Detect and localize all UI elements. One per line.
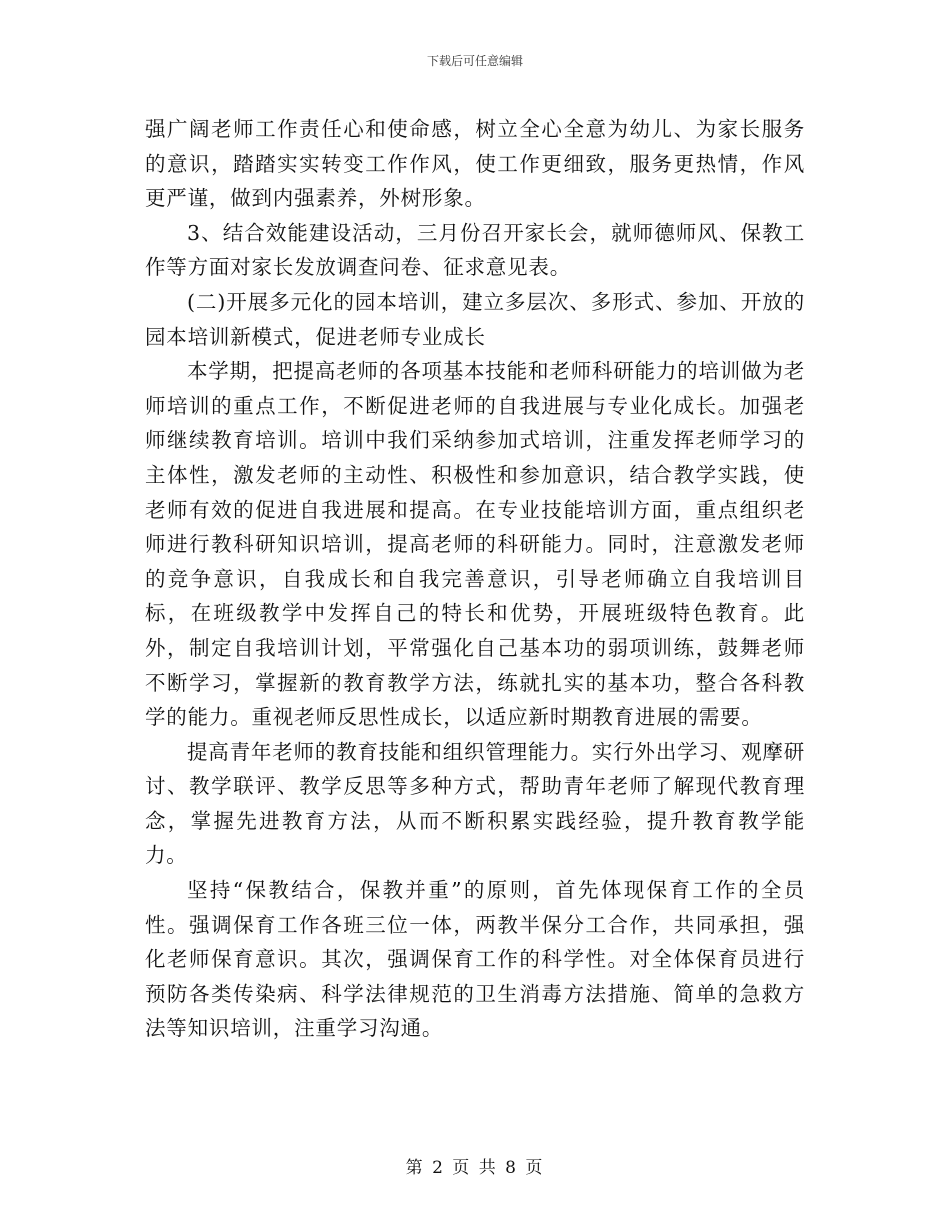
paragraph-young-teachers: 提高青年老师的教育技能和组织管理能力。实行外出学习、观摩研讨、教学联评、教学反思等多种方式，帮助青年老师了解现代教育理念，掌握先进教育方法，从而不断积累实践经验，提升教育教学能力。 <box>145 739 805 868</box>
paragraph-training: 本学期，把提高老师的各项基本技能和老师科研能力的培训做为老师培训的重点工作，不断促进老师的自我进展与专业化成长。加强老师继续教育培训。培训中我们采纳参加式培训，注重发挥老师学习的主体性，激发老师的主动性、积极性和参加意识，结合教学实践，使老师有效的促进自我进展和提高。在专业技能培训方面，重点组织老师进行教科研知识培训，提高老师的科研能力。同时，注意激发老师的竞争意识，自我成长和自我完善意识，引导老师确立自我培训目标，在班级教学中发挥自己的特长和优势，开展班级特色教育。此外，制定自我培训计划，平常强化自己基本功的弱项训练，鼓舞老师不断学习，掌握新的教育教学方法，练就扎实的基本功，整合各科教学的能力。重视老师反思性成长，以适应新时期教育进展的需要。 <box>145 359 805 730</box>
page-number: 第 2 页 共 8 页 <box>405 1158 545 1178</box>
document-body <box>145 112 805 1046</box>
section-heading-2: (二)开展多元化的园本培训，建立多层次、多形式、参加、开放的园本培训新模式，促进老师专业成长 <box>145 289 805 349</box>
page-header: 下载后可任意编辑 <box>426 54 523 68</box>
paragraph-care-education: 坚持“保教结合，保教并重”的原则，首先体现保育工作的全员性。强调保育工作各班三位一体，两教半保分工合作，共同承担，强化老师保育意识。其次，强调保育工作的科学性。对全体保育员进行预防各类传染病、科学法律规范的卫生消毒方法措施、简单的急救方法等知识培训，注重学习沟通。 <box>145 878 805 1041</box>
paragraph-continuation: 强广阔老师工作责任心和使命感，树立全心全意为幼儿、为家长服务的意识，踏踏实实转变工作作风，使工作更细致，服务更热情，作风更严谨，做到内强素养，外树形象。 <box>145 117 805 211</box>
paragraph-item-3: 3、结合效能建设活动，三月份召开家长会，就师德师风、保教工作等方面对家长发放调查问卷、征求意见表。 <box>145 220 805 280</box>
